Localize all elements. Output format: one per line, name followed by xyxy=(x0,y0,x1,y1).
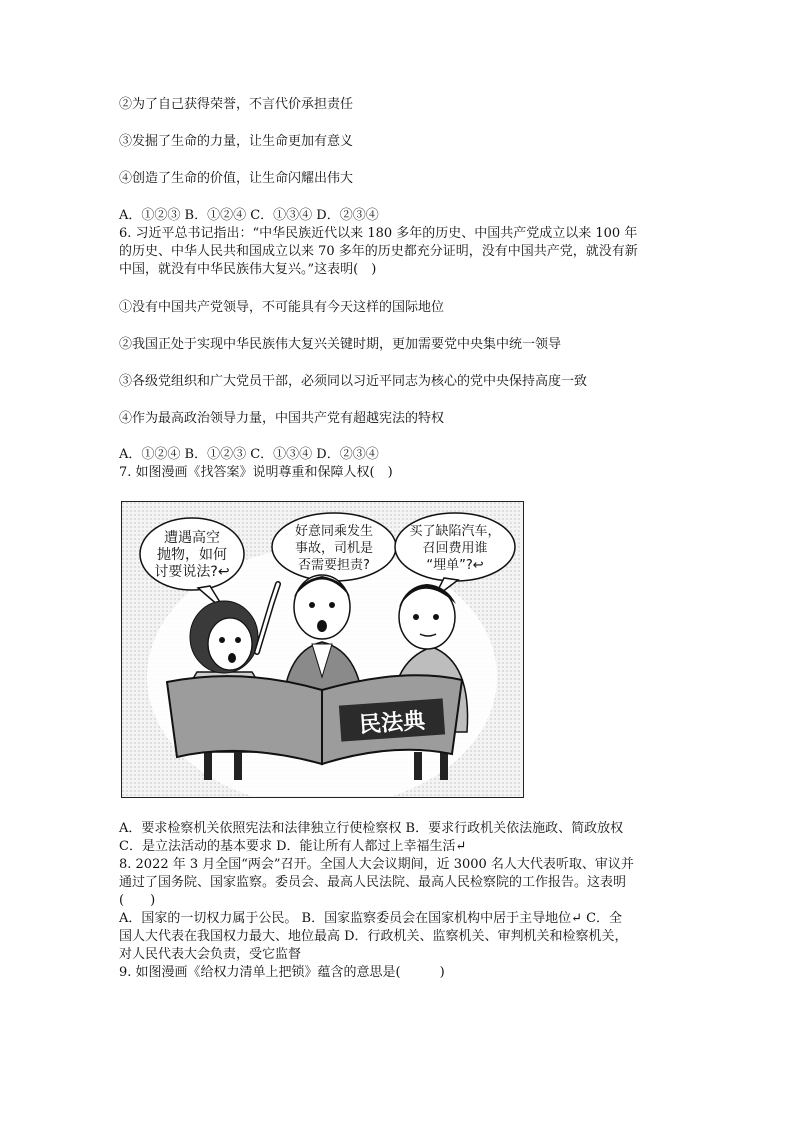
q8-stem-line3: ( ) xyxy=(119,893,156,908)
bubble-mid-line2: 事故，司机是 xyxy=(294,541,374,556)
q6-option-2: ②我国正处于实现中华民族伟大复兴关键时期，更加需要党中央集中统一领导 xyxy=(119,337,562,352)
cartoon-find-answer xyxy=(121,501,524,798)
q5-answer-choices: A．①②③ B．①②④ C．①③④ D．②③④ xyxy=(119,208,379,223)
option-3-text: ③发掘了生命的力量，让生命更加有意义 xyxy=(119,134,354,149)
bubble-mid-line3: 否需要担责? xyxy=(298,558,370,573)
q8-answer-line2: 国人大代表在我国权力最大、地位最高 D．行政机关、监察机关、审判机关和检察机关， xyxy=(119,929,628,944)
q8-stem-line2: 通过了国务院、国家监察。委员会、最高人民法院、最高人民检察院的工作报告。这表明 xyxy=(119,875,627,890)
bubble-right-line2: 召回费用谁 xyxy=(422,541,488,556)
q8-answer-line3: 对人民代表大会负责，受它监督 xyxy=(119,947,302,962)
bubble-right-line3: “埋单”?↩ xyxy=(426,558,484,573)
q6-option-3: ③各级党组织和广大党员干部，必须同以习近平同志为核心的党中央保持高度一致 xyxy=(119,374,588,389)
q8-answer-line1: A．国家的一切权力属于公民。 B．国家监察委员会在国家机构中居于主导地位↵ C．全 xyxy=(119,911,623,926)
q7-answer-line1: A．要求检察机关依照宪法和法律独立行使检察权 B．要求行政机关依法施政、简政放权 xyxy=(119,821,624,836)
bubble-mid-line1: 好意同乘发生 xyxy=(294,524,374,539)
civil-code-book xyxy=(167,675,462,764)
q8-stem-line1: 8. 2022 年 3 月全国“两会”召开。全国人大会议期间，近 3000 名人大代表听取、审议并 xyxy=(119,857,634,872)
q6-stem-line1: 6. 习近平总书记指出：“中华民族近代以来 180 多年的历史、中国共产党成立以来 100 年 xyxy=(119,226,638,241)
q9-stem: 9. 如图漫画《给权力清单上把锁》蕴含的意思是( ) xyxy=(119,965,445,980)
option-4-text: ④创造了生命的价值，让生命闪耀出伟大 xyxy=(119,171,354,186)
q7-answer-line2: C．是立法活动的基本要求 D．能让所有人都过上幸福生活↵ xyxy=(119,839,467,854)
option-2-text: ②为了自己获得荣誉，不言代价承担责任 xyxy=(119,97,354,112)
q6-option-1: ①没有中国共产党领导，不可能具有今天这样的国际地位 xyxy=(119,300,445,315)
q7-stem: 7. 如图漫画《找答案》说明尊重和保障人权( ) xyxy=(119,465,393,480)
q6-answer-choices: A．①②④ B．①②③ C．①③④ D．②③④ xyxy=(119,447,379,462)
bubble-left-line2: 抛物，如何 xyxy=(157,547,227,563)
q6-option-4: ④作为最高政治领导力量，中国共产党有超越宪法的特权 xyxy=(119,411,445,426)
bubble-right-line1: 买了缺陷汽车， xyxy=(409,524,501,539)
book-title: 民法典 xyxy=(358,708,427,739)
q6-stem-line2: 的历史、中华人民共和国成立以来 70 多年的历史都充分证明，没有中国共产党，就没有新 xyxy=(119,244,638,259)
bubble-left-line3: 讨要说法?↩ xyxy=(154,564,230,580)
q6-stem-line3: 中国，就没有中华民族伟大复兴。”这表明( ) xyxy=(119,262,377,277)
bubble-left-line1: 遭遇高空 xyxy=(164,530,220,546)
